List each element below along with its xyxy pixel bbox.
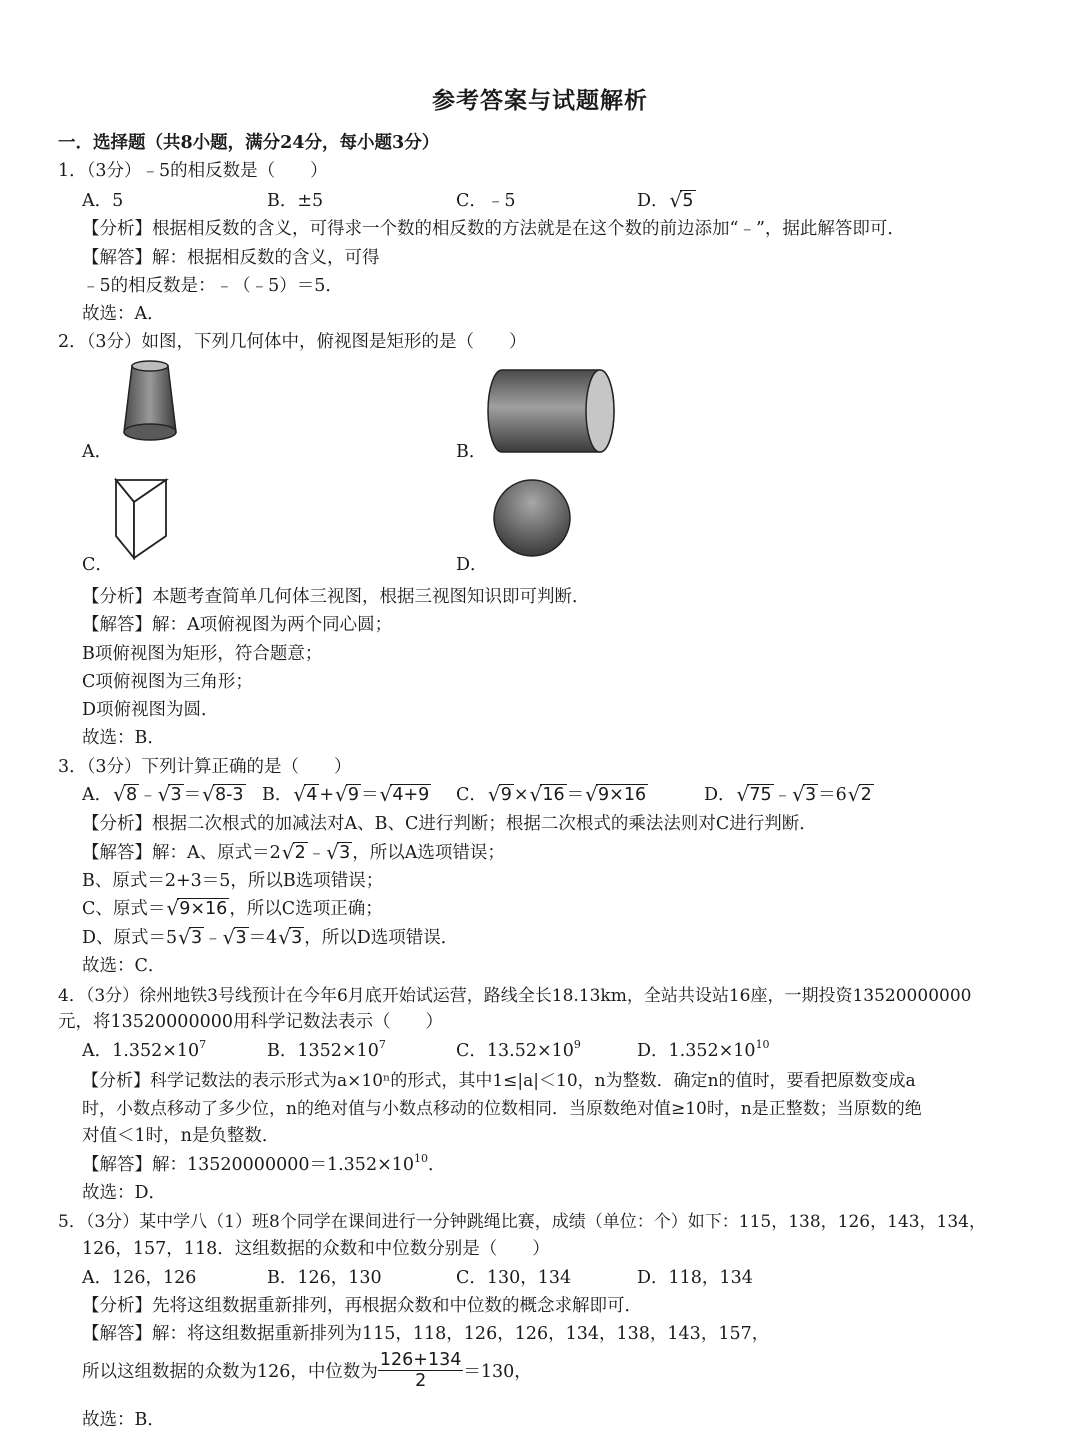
q2-label-a: A． <box>82 442 113 462</box>
page-title: 参考答案与试题解析 <box>432 87 648 114</box>
q3-solution-line: B、原式＝2+3＝5，所以B选项错误； <box>82 871 384 891</box>
q2-analysis: 【分析】本题考查简单几何体三视图，根据三视图知识即可判断． <box>82 587 590 607</box>
q3-option-a: A．√ 8 ﹣√ 3 ＝√ 8-3 <box>82 781 246 806</box>
truncated-cone-figure <box>118 356 182 446</box>
q2-solution-line: C项俯视图为三角形； <box>82 672 253 692</box>
q2-stem: 2．（3分）如图，下列几何体中，俯视图是矩形的是（ ） <box>58 332 527 352</box>
q4-analysis-line3: 对值＜1时，n是负整数． <box>82 1126 280 1146</box>
q4-option-c: C．$13.52\times 10^9$ <box>456 1038 581 1061</box>
q5-option-a: A．126，126 <box>82 1268 197 1288</box>
q1-option-b: B．±5 <box>267 191 324 211</box>
q4-answer: 故选：D． <box>82 1183 167 1203</box>
cylinder-figure <box>488 368 618 454</box>
q1-answer: 故选：A． <box>82 304 165 324</box>
q2-answer: 故选：B． <box>82 728 165 748</box>
q2-solution-line: B项俯视图为矩形，符合题意； <box>82 644 323 664</box>
q5-option-d: D．118，134 <box>637 1268 753 1288</box>
q5-solution: 【解答】解：将这组数据重新排列为115，118，126，126，134，138，143，157， <box>82 1324 770 1344</box>
q5-solution-line: 所以这组数据的众数为126，中位数为 $\frac{126+134}{2}$ ＝130， <box>82 1350 532 1391</box>
q2-label-d: D． <box>456 555 488 575</box>
q1-analysis: 【分析】根据相反数的含义，可得求一个数的相反数的方法就是在这个数的前边添加“﹣”，据此解答即可． <box>82 219 905 239</box>
q2-solution-line: D项俯视图为圆． <box>82 700 219 720</box>
q3-solution: 【解答】解：A、原式＝2√ 2 ﹣√ 3 ，所以A选项错误； <box>82 839 505 864</box>
q1-option-a: A．5 <box>82 191 124 211</box>
q1-solution: 【解答】解：根据相反数的含义，可得 <box>82 248 380 268</box>
q3-option-b: B．√ 4 +√ 9 ＝√ 4+9 <box>262 781 431 806</box>
q3-analysis: 【分析】根据二次根式的加减法对A、B、C进行判断；根据二次根式的乘法法则对C进行判断． <box>82 814 817 834</box>
q5-option-b: B．126，130 <box>267 1268 382 1288</box>
triangular-prism-figure <box>110 476 170 562</box>
q2-label-b: B． <box>456 442 487 462</box>
q1-option-c: C．﹣5 <box>456 191 516 211</box>
q5-option-c: C．130，134 <box>456 1268 572 1288</box>
q3-solution-line: C、原式＝√ 9×16 ，所以C选项正确； <box>82 895 383 920</box>
q5-stem: 5．（3分）某中学八（1）班8个同学在课间进行一分钟跳绳比赛，成绩（单位：个）如下：115，138，126，143，134， <box>58 1212 987 1232</box>
q4-stem-line2: 元，将13520000000用科学记数法表示（ ） <box>58 1012 443 1032</box>
q1-stem: 1．（3分）﹣5的相反数是（ ） <box>58 161 328 181</box>
q4-analysis: 【分析】科学记数法的表示形式为a×10ⁿ的形式，其中1≤|a|＜10，n为整数．确定n的值时，要看把原数变成a <box>82 1071 916 1091</box>
q1-solution-line: ﹣5的相反数是：﹣（﹣5）＝5． <box>82 276 343 296</box>
q2-solution: 【解答】解：A项俯视图为两个同心圆； <box>82 615 393 635</box>
q4-option-a: A．$1.352\times 10^7$ <box>82 1038 207 1061</box>
q5-answer: 故选：B． <box>82 1410 165 1430</box>
q1-option-d: D．√ 5 <box>637 187 696 212</box>
q3-option-c: C．√ 9 ×√ 16 ＝√ 9×16 <box>456 781 648 806</box>
q3-stem: 3．（3分）下列计算正确的是（ ） <box>58 757 352 777</box>
q2-label-c: C． <box>82 555 113 575</box>
q5-stem-line2: 126，157，118．这组数据的众数和中位数分别是（ ） <box>82 1239 550 1259</box>
q4-analysis-line2: 时，小数点移动了多少位，n的绝对值与小数点移动的位数相同．当原数绝对值≥10时，n是正整数；当原数的绝 <box>82 1099 922 1119</box>
q4-solution: 【解答】解：$13520000000=1.352\times 10^{10}$． <box>82 1152 446 1175</box>
q3-answer: 故选：C． <box>82 956 166 976</box>
q3-option-d: D．√ 75 ﹣√ 3 ＝6√ 2 <box>704 781 874 806</box>
q4-option-b: B．$1352\times 10^7$ <box>267 1038 386 1061</box>
q4-stem: 4．（3分）徐州地铁3号线预计在今年6月底开始试运营，路线全长18.13km，全站共设站16座，一期投资13520000000 <box>58 986 972 1006</box>
median-fraction: $\frac{126+134}{2}$ <box>379 1350 462 1391</box>
section-heading: 一．选择题（共8小题，满分24分，每小题3分） <box>58 133 440 153</box>
q4-option-d: D．$1.352\times 10^{10}$ <box>637 1038 770 1061</box>
sphere-figure <box>492 478 572 558</box>
q3-solution-line: D、原式＝5√ 3 ﹣√ 3 ＝4√ 3 ，所以D选项错误． <box>82 924 458 949</box>
q5-analysis: 【分析】先将这组数据重新排列，再根据众数和中位数的概念求解即可． <box>82 1296 642 1316</box>
